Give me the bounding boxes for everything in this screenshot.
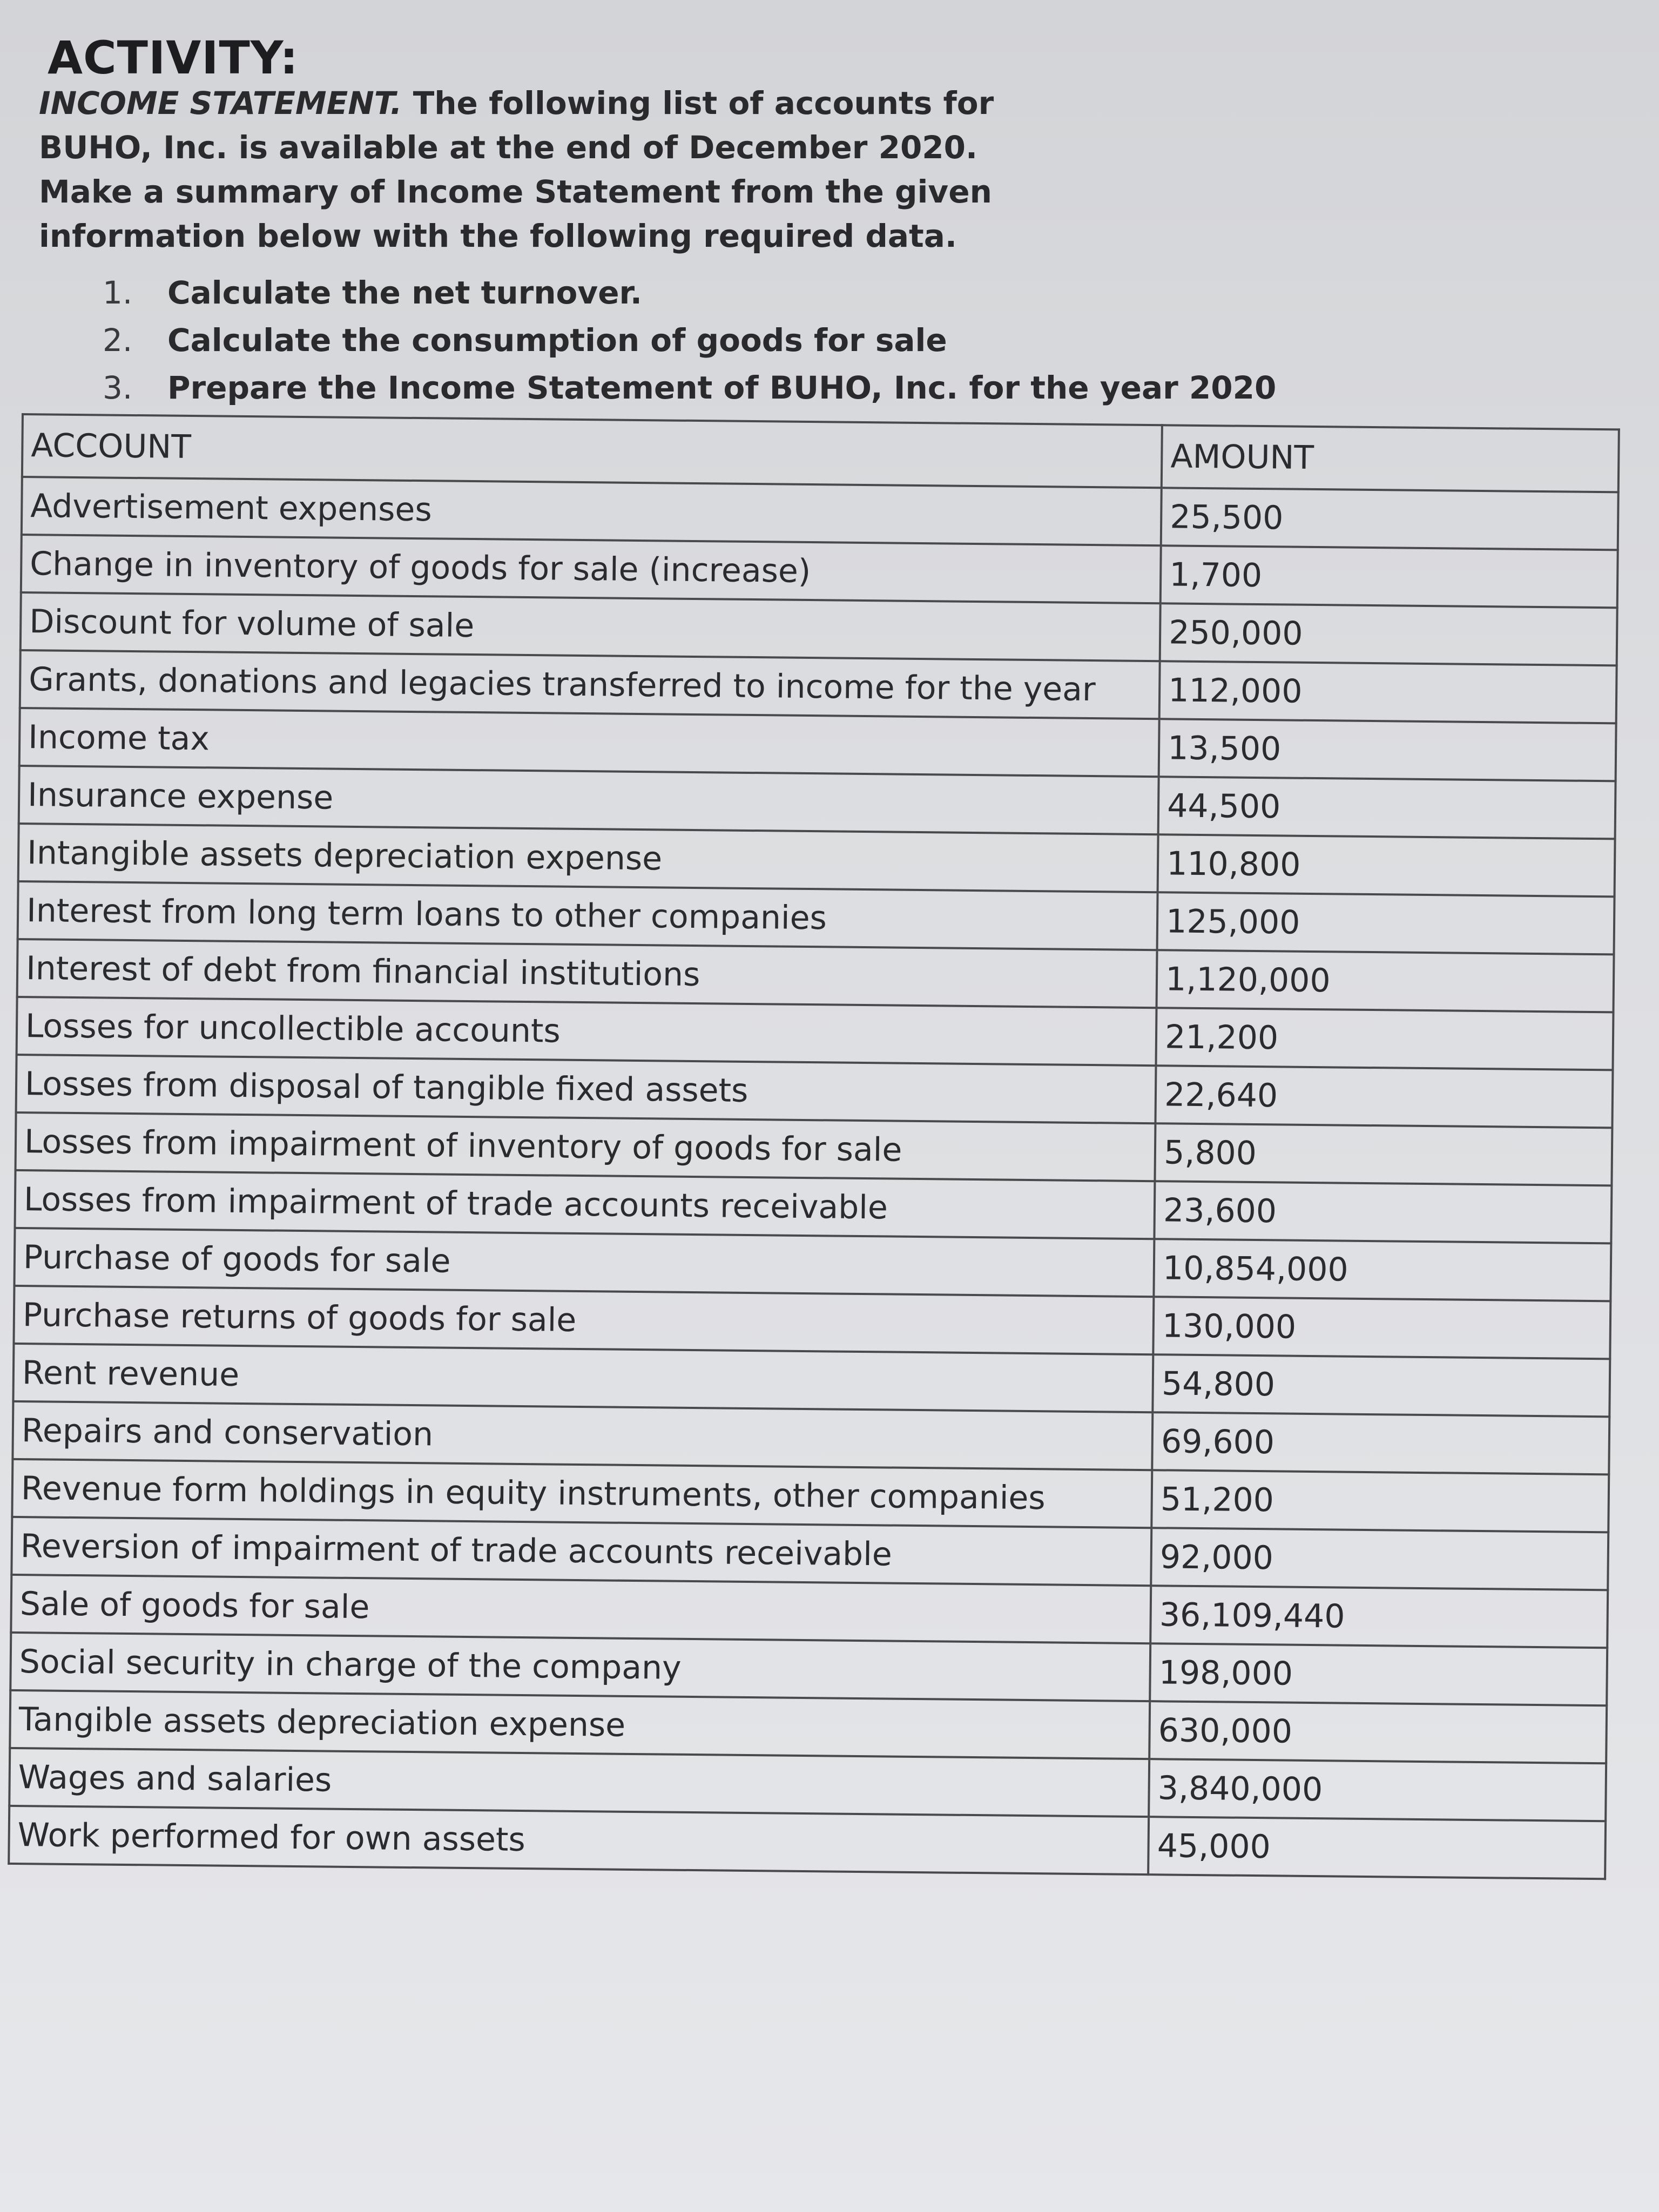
- activity-instructions: [39, 81, 1065, 258]
- account-amount-cell: 10,854,000: [1154, 1239, 1611, 1301]
- account-name-cell: Purchase returns of goods for sale: [14, 1286, 1154, 1354]
- account-amount-cell: 22,640: [1156, 1065, 1613, 1128]
- account-name-cell: Reversion of impairment of trade accounts receivable: [11, 1517, 1151, 1586]
- account-amount-cell: 250,000: [1160, 603, 1617, 665]
- list-item: [103, 364, 1276, 412]
- account-name-cell: Change in inventory of goods for sale (increase): [21, 535, 1161, 603]
- step-text: Calculate the consumption of goods for sale: [167, 322, 947, 359]
- account-amount-cell: 21,200: [1156, 1008, 1614, 1070]
- header-amount: AMOUNT: [1162, 425, 1619, 492]
- activity-lead: INCOME STATEMENT.: [39, 85, 402, 122]
- account-name-cell: Intangible assets depreciation expense: [18, 824, 1158, 892]
- list-item: [103, 269, 1276, 316]
- account-name-cell: Losses from impairment of inventory of goods for sale: [16, 1112, 1156, 1181]
- activity-intro-text: The following list of accounts for BUHO, Inc. is available at the end of December 2020. Make a summary of Income Statement from the given information below with the following required data.: [39, 85, 994, 254]
- step-number: 3.: [103, 369, 133, 406]
- account-amount-cell: 1,700: [1161, 545, 1618, 608]
- account-name-cell: Insurance expense: [19, 766, 1159, 834]
- accounts-table: [8, 413, 1620, 1880]
- account-amount-cell: 198,000: [1150, 1643, 1607, 1705]
- account-name-cell: Losses for uncollectible accounts: [17, 997, 1157, 1065]
- account-amount-cell: 45,000: [1148, 1817, 1606, 1879]
- account-amount-cell: 69,600: [1152, 1412, 1609, 1474]
- account-amount-cell: 36,109,440: [1150, 1586, 1608, 1648]
- list-item: [103, 316, 1276, 364]
- account-name-cell: Rent revenue: [13, 1344, 1153, 1412]
- account-amount-cell: 13,500: [1159, 719, 1616, 781]
- account-amount-cell: 112,000: [1159, 661, 1617, 723]
- account-name-cell: Interest of debt from financial institutions: [17, 939, 1157, 1008]
- account-amount-cell: 44,500: [1158, 777, 1616, 839]
- activity-title: ACTIVITY:: [48, 31, 299, 84]
- step-text: Calculate the net turnover.: [167, 274, 642, 311]
- account-amount-cell: 630,000: [1149, 1701, 1607, 1763]
- account-amount-cell: 92,000: [1151, 1528, 1608, 1590]
- account-name-cell: Interest from long term loans to other companies: [18, 881, 1158, 950]
- step-number: 1.: [103, 274, 133, 311]
- account-amount-cell: 25,500: [1161, 488, 1618, 550]
- step-text: Prepare the Income Statement of BUHO, Inc. for the year 2020: [167, 369, 1277, 406]
- account-name-cell: Sale of goods for sale: [11, 1575, 1151, 1643]
- requirements-list: [103, 269, 1276, 412]
- account-name-cell: Purchase of goods for sale: [14, 1228, 1154, 1297]
- account-amount-cell: 110,800: [1158, 834, 1615, 896]
- account-name-cell: Grants, donations and legacies transferred to income for the year: [20, 650, 1160, 719]
- account-amount-cell: 125,000: [1157, 892, 1615, 954]
- account-name-cell: Losses from impairment of trade accounts receivable: [15, 1170, 1155, 1239]
- account-amount-cell: 23,600: [1155, 1181, 1612, 1243]
- account-amount-cell: 5,800: [1155, 1123, 1613, 1185]
- step-number: 2.: [103, 322, 133, 359]
- account-name-cell: Discount for volume of sale: [21, 592, 1161, 661]
- account-name-cell: Tangible assets depreciation expense: [10, 1690, 1150, 1759]
- header-account: ACCOUNT: [22, 414, 1162, 488]
- account-name-cell: Revenue form holdings in equity instruments, other companies: [12, 1459, 1152, 1528]
- accounts-table-body: [9, 477, 1618, 1879]
- account-name-cell: Social security in charge of the company: [10, 1633, 1150, 1701]
- account-amount-cell: 3,840,000: [1149, 1759, 1606, 1821]
- account-amount-cell: 130,000: [1154, 1297, 1611, 1359]
- account-name-cell: Wages and salaries: [9, 1748, 1149, 1817]
- account-amount-cell: 51,200: [1151, 1470, 1609, 1532]
- account-name-cell: Work performed for own assets: [9, 1806, 1149, 1874]
- account-name-cell: Income tax: [19, 708, 1159, 777]
- account-name-cell: Repairs and conservation: [12, 1401, 1152, 1470]
- account-amount-cell: 1,120,000: [1157, 950, 1614, 1012]
- account-name-cell: Advertisement expenses: [22, 477, 1162, 545]
- account-amount-cell: 54,800: [1153, 1354, 1610, 1417]
- account-name-cell: Losses from disposal of tangible fixed assets: [16, 1055, 1156, 1123]
